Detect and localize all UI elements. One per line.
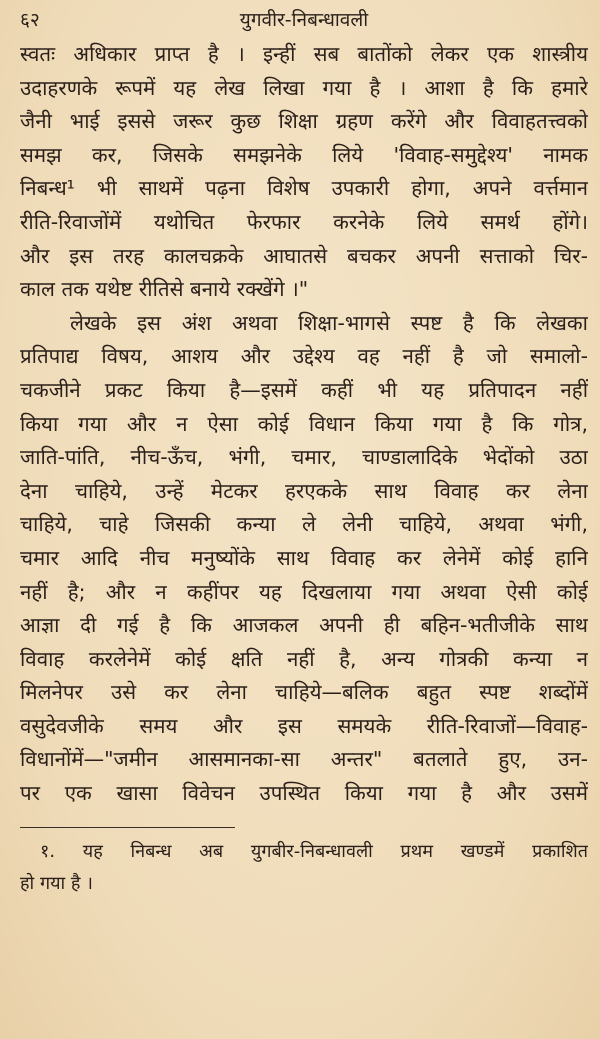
text-line: विवाह करलेनेमें कोई क्षति नहीं है, अन्य गोत्रकी कन्या न bbox=[20, 646, 588, 671]
text-line: पर एक खासा विवेचन उपस्थित किया गया है और उसमें bbox=[20, 781, 588, 806]
text-line: वसुदेवजीके समय और इस समयके रीति-रिवाजों—विवाह- bbox=[20, 713, 588, 738]
paragraph-1 bbox=[20, 38, 588, 307]
page-number: ६२ bbox=[20, 9, 40, 31]
footnote-line: १. यह निबन्ध अब युगबीर-निबन्धावली प्रथम खण्डमें प्रकाशित bbox=[40, 840, 588, 862]
running-title: युगवीर-निबन्धावली bbox=[239, 9, 369, 31]
text-line: स्वतः अधिकार प्राप्त है । इन्हीं सब बातोंको लेकर एक शास्त्रीय bbox=[20, 42, 588, 66]
text-line: विधानोंमें—"जमीन आसमानका-सा अन्तर" बतलाते हुए, उन- bbox=[20, 747, 588, 772]
text-line: चकजीने प्रकट किया है—इसमें कहीं भी यह प्रतिपादन नहीं bbox=[20, 377, 588, 402]
text-line: आज्ञा दी गई है कि आजकल अपनी ही बहिन-भतीजीके साथ bbox=[20, 613, 588, 638]
text-line: और इस तरह कालचक्रके आघातसे बचकर अपनी सत्ताको चिर- bbox=[20, 243, 588, 268]
page-header bbox=[20, 0, 588, 38]
text-line: देना चाहिये, उन्हें मेटकर हरएकके साथ विवाह कर लेना bbox=[20, 478, 588, 503]
text-line: किया गया और न ऐसा कोई विधान किया गया है कि गोत्र, bbox=[20, 411, 588, 436]
text-line: नहीं है; और न कहींपर यह दिखलाया गया अथवा ऐसी कोई bbox=[20, 579, 588, 604]
text-line: काल तक यथेष्ट रीतिसे बनाये रक्खेंगे ।" bbox=[20, 277, 309, 302]
text-line: चमार आदि नीच मनुष्योंके साथ विवाह कर लेनेमें कोई हानि bbox=[20, 545, 588, 570]
text-line: निबन्ध¹ भी साथमें पढ़ना विशेष उपकारी होगा, अपने वर्त्तमान bbox=[20, 176, 588, 201]
text-line: चाहिये, चाहे जिसकी कन्या ले लेनी चाहिये, अथवा भंगी, bbox=[20, 512, 588, 537]
text-line: प्रतिपाद्य विषय, आशय और उद्देश्य वह नहीं है जो समालो- bbox=[20, 344, 588, 369]
text-line: लेखके इस अंश अथवा शिक्षा-भागसे स्पष्ट है कि लेखका bbox=[70, 310, 588, 335]
footnote-divider bbox=[20, 827, 235, 828]
paragraph-2 bbox=[20, 307, 588, 811]
text-line: मिलनेपर उसे कर लेना चाहिये—बलिक बहुत स्पष्ट शब्दोंमें bbox=[20, 680, 588, 705]
footnote bbox=[20, 836, 588, 900]
text-line: जाति-पांति, नीच-ऊँच, भंगी, चमार, चाण्डालादिके भेदोंको उठा bbox=[20, 445, 588, 470]
text-line: रीति-रिवाजोंमें यथोचित फेरफार करनेके लिये समर्थ होंगे। bbox=[20, 209, 588, 234]
text-line: समझ कर, जिसके समझनेके लिये 'विवाह-समुद्देश्य' नामक bbox=[20, 142, 588, 167]
text-line: जैनी भाई इससे जरूर कुछ शिक्षा ग्रहण करेंगे और विवाहतत्त्वको bbox=[20, 109, 588, 134]
text-line: उदाहरणके रूपमें यह लेख लिखा गया है । आशा है कि हमारे bbox=[20, 75, 588, 100]
footnote-line: हो गया है । bbox=[20, 872, 94, 894]
